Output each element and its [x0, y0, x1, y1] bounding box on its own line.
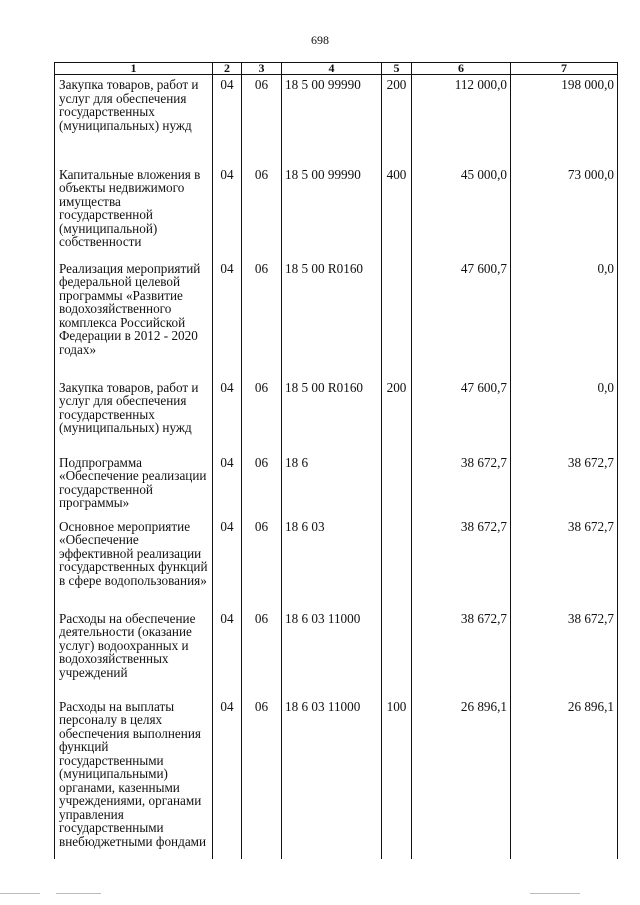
row-target-code: 18 6 03 11000: [282, 697, 382, 859]
scan-bottom-edge: [56, 893, 101, 894]
row-name: Подпрограмма «Обеспечение реализации государственной программы»: [55, 453, 213, 517]
row-value-1: 26 896,1: [412, 697, 511, 859]
row-name: Закупка товаров, работ и услуг для обеспечения государственных (муниципальных) нужд: [55, 378, 213, 453]
row-name: Основное мероприятие «Обеспечение эффективной реализации государственных функций в сфере водопользования»: [55, 517, 213, 609]
row-value-2: 38 672,7: [511, 517, 618, 609]
row-value-1: 112 000,0: [412, 75, 511, 165]
table-row: [55, 165, 618, 259]
row-value-1: 45 000,0: [412, 165, 511, 259]
row-value-2: 26 896,1: [511, 697, 618, 859]
row-name: Капитальные вложения в объекты недвижимого имущества государственной (муниципальной) собственности: [55, 165, 213, 259]
row-section: 04: [213, 378, 242, 453]
row-expense-type: [382, 517, 412, 609]
scan-bottom-edge: [0, 893, 40, 894]
row-target-code: 18 5 00 99990: [282, 75, 382, 165]
row-section: 04: [213, 517, 242, 609]
row-value-1: 38 672,7: [412, 453, 511, 517]
header-col-3: 3: [242, 63, 282, 75]
row-value-2: 38 672,7: [511, 453, 618, 517]
row-expense-type: [382, 609, 412, 697]
row-subsection: 06: [242, 453, 282, 517]
row-expense-type: 200: [382, 378, 412, 453]
scan-bottom-edge: [530, 893, 580, 894]
table-row: [55, 453, 618, 517]
row-name: Закупка товаров, работ и услуг для обеспечения государственных (муниципальных) нужд: [55, 75, 213, 165]
table-row: [55, 517, 618, 609]
header-col-7: 7: [511, 63, 618, 75]
row-expense-type: 200: [382, 75, 412, 165]
table-row: [55, 609, 618, 697]
row-value-1: 47 600,7: [412, 378, 511, 453]
row-subsection: 06: [242, 517, 282, 609]
row-target-code: 18 6 03: [282, 517, 382, 609]
row-target-code: 18 6 03 11000: [282, 609, 382, 697]
row-value-1: 38 672,7: [412, 517, 511, 609]
header-col-1: 1: [55, 63, 213, 75]
table-row: [55, 697, 618, 859]
row-subsection: 06: [242, 259, 282, 378]
row-subsection: 06: [242, 378, 282, 453]
row-value-2: 73 000,0: [511, 165, 618, 259]
row-subsection: 06: [242, 697, 282, 859]
row-value-2: 198 000,0: [511, 75, 618, 165]
header-col-5: 5: [382, 63, 412, 75]
row-target-code: 18 5 00 99990: [282, 165, 382, 259]
row-value-2: 0,0: [511, 378, 618, 453]
row-target-code: 18 6: [282, 453, 382, 517]
row-section: 04: [213, 259, 242, 378]
table-row: [55, 259, 618, 378]
row-section: 04: [213, 453, 242, 517]
budget-table: [54, 62, 618, 859]
header-col-4: 4: [282, 63, 382, 75]
row-name: Расходы на обеспечение деятельности (оказание услуг) водоохранных и водохозяйственных учреждений: [55, 609, 213, 697]
header-col-6: 6: [412, 63, 511, 75]
row-target-code: 18 5 00 R0160: [282, 259, 382, 378]
row-value-2: 0,0: [511, 259, 618, 378]
header-row: [55, 63, 618, 75]
row-target-code: 18 5 00 R0160: [282, 378, 382, 453]
row-name: Расходы на выплаты персоналу в целях обеспечения выполнения функций государственными (муниципальными) органами, казенными учреждениями, органами управления государственными внебюджетными фондами: [55, 697, 213, 859]
page-number: 698: [311, 33, 329, 47]
row-section: 04: [213, 609, 242, 697]
row-section: 04: [213, 697, 242, 859]
row-value-2: 38 672,7: [511, 609, 618, 697]
row-subsection: 06: [242, 609, 282, 697]
row-section: 04: [213, 75, 242, 165]
row-value-1: 38 672,7: [412, 609, 511, 697]
row-expense-type: [382, 453, 412, 517]
row-value-1: 47 600,7: [412, 259, 511, 378]
row-name: Реализация мероприятий федеральной целевой программы «Развитие водохозяйственного комплекса Российской Федерации в 2012 - 2020 годах»: [55, 259, 213, 378]
table-row: [55, 75, 618, 165]
table-row: [55, 378, 618, 453]
row-subsection: 06: [242, 165, 282, 259]
row-expense-type: [382, 259, 412, 378]
row-subsection: 06: [242, 75, 282, 165]
row-expense-type: 400: [382, 165, 412, 259]
header-col-2: 2: [213, 63, 242, 75]
row-expense-type: 100: [382, 697, 412, 859]
row-section: 04: [213, 165, 242, 259]
